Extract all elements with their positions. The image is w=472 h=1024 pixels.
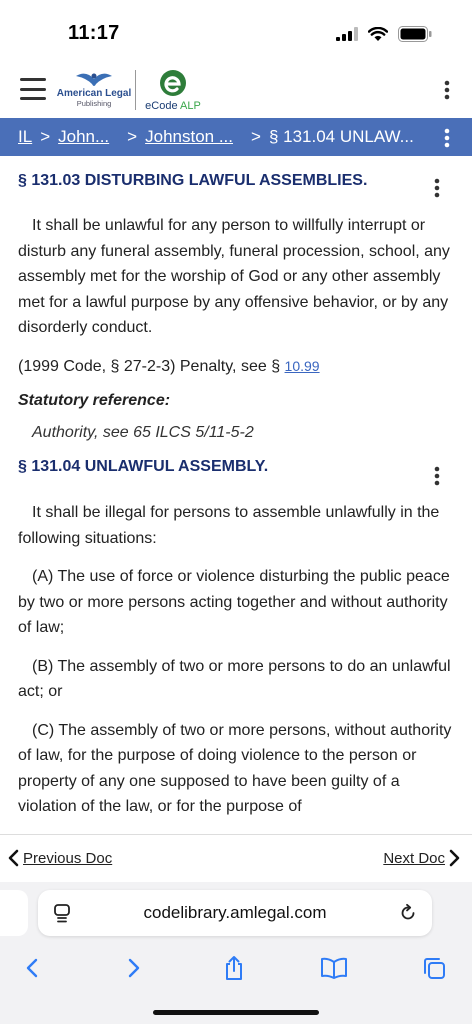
address-bar[interactable] [38,890,432,936]
next-doc-button[interactable] [383,849,460,867]
breadcrumb-item1-link[interactable]: John... [58,127,110,146]
battery-icon [398,26,432,42]
doc-navigation [0,834,472,882]
status-time: 11:17 [68,22,120,44]
tabs-icon [422,956,446,980]
logo-ecode-text: eCode ALP [145,100,201,112]
breadcrumb [0,118,472,156]
section-131-04-title: § 131.04 UNLAWFUL ASSEMBLY. [18,458,269,475]
previous-doc-label: Previous Doc [23,849,113,867]
browser-chrome [0,882,472,1024]
statutory-reference-label: Statutory reference: [18,392,171,409]
section-heading [18,172,454,190]
american-legal-logo[interactable] [56,68,132,112]
forward-button[interactable] [114,948,154,988]
history-note [18,354,454,380]
breadcrumb-more-icon[interactable] [444,128,450,148]
ecode-alp-logo[interactable] [140,68,206,114]
browser-toolbar [0,948,472,988]
forward-chevron-icon [127,957,141,979]
section-131-04-intro: It shall be illegal for persons to assemble unlawfully in the following situations: [18,504,440,547]
section-131-03-body: It shall be unlawful for any person to willfully interrupt or disturb any funeral assembly, funeral procession, school, any assembly met for the worship of God or any other assembly met for a lawful purpose by any offensive behavior, or by any disorderly conduct. [18,217,450,336]
breadcrumb-separator: > [251,127,261,146]
section-131-03-title: § 131.03 DISTURBING LAWFUL ASSEMBLIES. [18,172,368,189]
item-c: (C) The assembly of two or more persons, without authority of law, for the purpose of doing violence to the person or property of any one supposed to have been guilty of a violation of the law, or for the purpose of [18,721,452,815]
app-header [0,62,472,118]
breadcrumb-separator: > [40,127,51,146]
status-bar [0,0,472,62]
section-more-icon[interactable] [434,466,440,486]
breadcrumb-root-link[interactable]: IL [18,127,33,146]
section-more-icon[interactable] [434,178,440,198]
previous-tab-stub[interactable] [0,890,28,936]
cellular-signal-icon [336,27,358,41]
logo-american-legal-text: American Legal [56,88,132,99]
item-b: (B) The assembly of two or more persons to do an unlawful act; or [18,657,451,700]
home-indicator [153,1010,319,1015]
statutory-reference-text: Authority, see 65 ILCS 5/11-5-2 [32,424,254,441]
penalty-link[interactable]: 10.99 [284,357,320,374]
previous-doc-button[interactable] [8,849,112,867]
menu-icon[interactable] [20,78,46,100]
bookmarks-book-icon [320,957,348,979]
logo-divider [135,70,136,110]
eagle-logo-icon [74,70,114,90]
document-content[interactable] [0,156,472,834]
status-icons [336,26,432,42]
bookmarks-button[interactable] [314,948,354,988]
chevron-right-icon [449,849,460,867]
reload-icon[interactable] [398,903,418,923]
breadcrumb-separator: > [127,127,138,146]
more-vertical-icon[interactable] [444,80,450,100]
wifi-icon [368,27,388,42]
section-heading [18,458,454,476]
next-doc-label: Next Doc [383,849,445,867]
breadcrumb-current: § 131.04 UNLAW... [268,127,414,146]
back-chevron-icon [25,957,39,979]
chevron-left-icon [8,849,19,867]
item-a: (A) The use of force or violence disturbing the public peace by two or more persons acting together and without authority of law; [18,568,450,636]
share-icon [223,955,245,981]
history-text: (1999 Code, § 27-2-3) Penalty, see § [18,357,281,375]
ecode-e-icon [158,68,188,98]
breadcrumb-item2-link[interactable]: Johnston ... [145,127,233,146]
back-button[interactable] [12,948,52,988]
url-text: codelibrary.amlegal.com [143,903,327,922]
share-button[interactable] [214,948,254,988]
logo-publishing-text: Publishing [76,99,112,108]
tabs-button[interactable] [414,948,454,988]
